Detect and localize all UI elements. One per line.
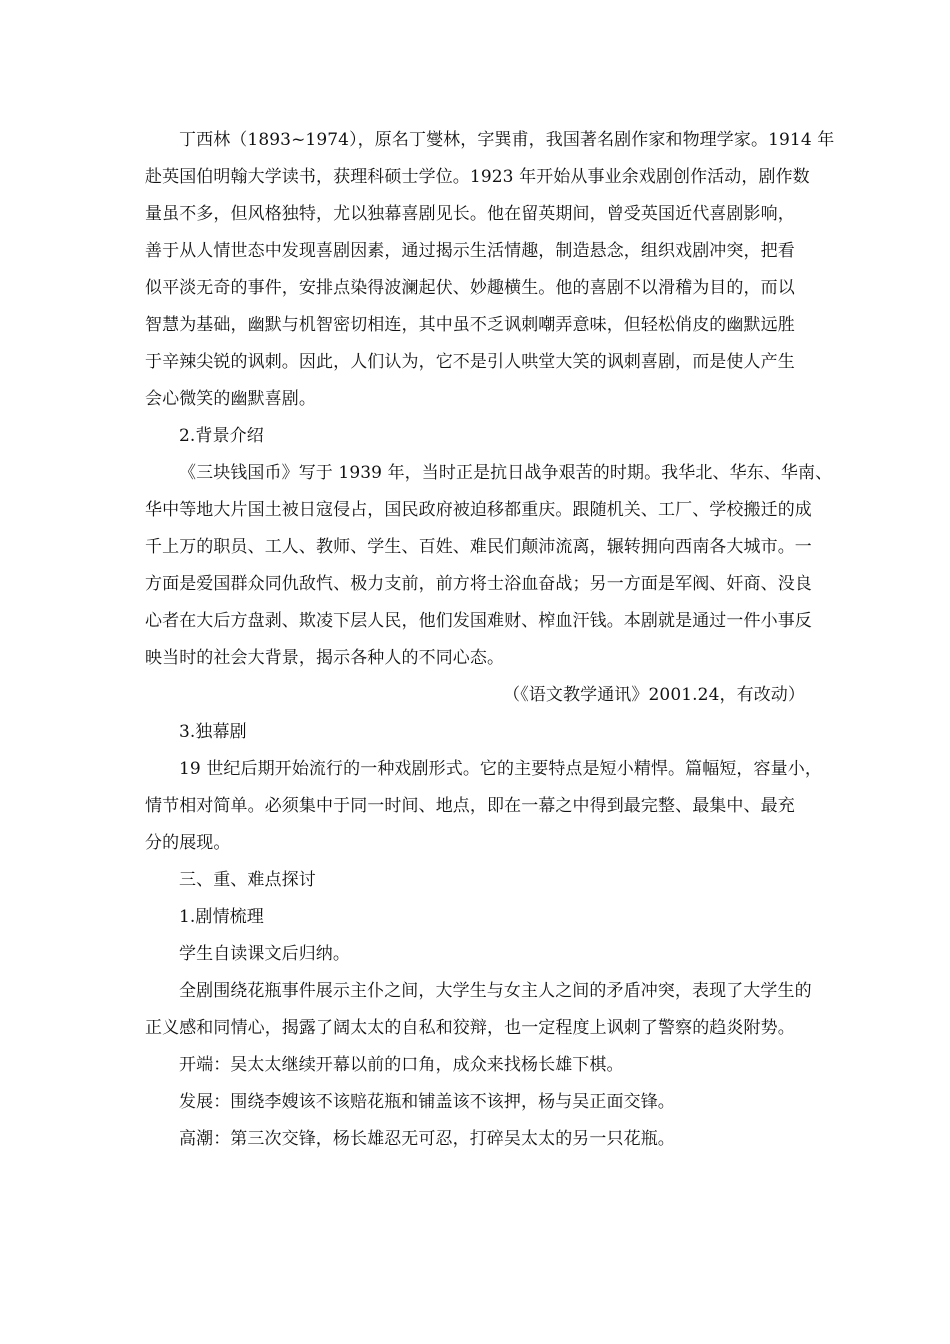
author-intro-line-4: 善于从人情世态中发现喜剧因素，通过揭示生活情趣，制造悬念，组织戏剧冲突，把看 — [145, 241, 795, 261]
background-heading: 2.背景介绍 — [179, 426, 264, 446]
background-source: （《语文教学通讯》2001.24，有改动） — [503, 685, 805, 705]
plot-climax: 高潮：第三次交锋，杨长雄忍无可忍，打碎吴太太的另一只花瓶。 — [179, 1129, 675, 1149]
author-intro-line-2: 赴英国伯明翰大学读书，获理科硕士学位。1923 年开始从事业余戏剧创作活动，剧作数 — [145, 167, 810, 187]
author-intro-line-3: 量虽不多，但风格独特，尤以独幕喜剧见长。他在留英期间，曾受英国近代喜剧影响， — [145, 204, 795, 224]
author-intro-line-8: 会心微笑的幽默喜剧。 — [145, 389, 316, 409]
background-line-6: 映当时的社会大背景，揭示各种人的不同心态。 — [145, 648, 505, 668]
plot-outline-heading: 1.剧情梳理 — [179, 907, 264, 927]
one-act-line-2: 情节相对简单。必须集中于同一时间、地点，即在一幕之中得到最完整、最集中、最充 — [145, 796, 795, 816]
summary-line-2: 正义感和同情心，揭露了阔太太的自私和狡辩，也一定程度上讽刺了警察的趋炎附势。 — [145, 1018, 795, 1038]
one-act-line-1: 19 世纪后期开始流行的一种戏剧形式。它的主要特点是短小精悍。篇幅短，容量小， — [179, 759, 822, 779]
one-act-heading: 3.独幕剧 — [179, 722, 247, 742]
background-line-5: 心者在大后方盘剥、欺凌下层人民，他们发国难财、榨血汗钱。本剧就是通过一件小事反 — [145, 611, 812, 631]
plot-development: 发展：围绕李嫂该不该赔花瓶和铺盖该不该押，杨与吴正面交锋。 — [179, 1092, 675, 1112]
background-line-3: 千上万的职员、工人、教师、学生、百姓、难民们颠沛流离，辗转拥向西南各大城市。一 — [145, 537, 812, 557]
author-intro-line-6: 智慧为基础，幽默与机智密切相连，其中虽不乏讽刺嘲弄意味，但轻松俏皮的幽默远胜 — [145, 315, 795, 335]
author-intro-line-7: 于辛辣尖锐的讽刺。因此，人们认为，它不是引人哄堂大笑的讽刺喜剧，而是使人产生 — [145, 352, 795, 372]
background-line-2: 华中等地大片国土被日寇侵占，国民政府被迫移都重庆。跟随机关、工厂、学校搬迁的成 — [145, 500, 812, 520]
summary-line-1: 全剧围绕花瓶事件展示主仆之间，大学生与女主人之间的矛盾冲突，表现了大学生的 — [179, 981, 812, 1001]
key-points-heading: 三、重、难点探讨 — [179, 870, 316, 890]
one-act-line-3: 分的展现。 — [145, 833, 231, 853]
author-intro-line-5: 似平淡无奇的事件，安排点染得波澜起伏、妙趣横生。他的喜剧不以滑稽为目的，而以 — [145, 278, 795, 298]
plot-exposition: 开端：吴太太继续开幕以前的口角，成众来找杨长雄下棋。 — [179, 1055, 624, 1075]
author-intro-line-1: 丁西林（1893~1974），原名丁燮林，字巽甫，我国著名剧作家和物理学家。1914 年 — [179, 130, 835, 150]
background-line-4: 方面是爱国群众同仇敌忾、极力支前，前方将士浴血奋战；另一方面是军阀、奸商、没良 — [145, 574, 812, 594]
instruction-line: 学生自读课文后归纳。 — [179, 944, 350, 964]
background-line-1: 《三块钱国币》写于 1939 年，当时正是抗日战争艰苦的时期。我华北、华东、华南、 — [179, 463, 833, 483]
